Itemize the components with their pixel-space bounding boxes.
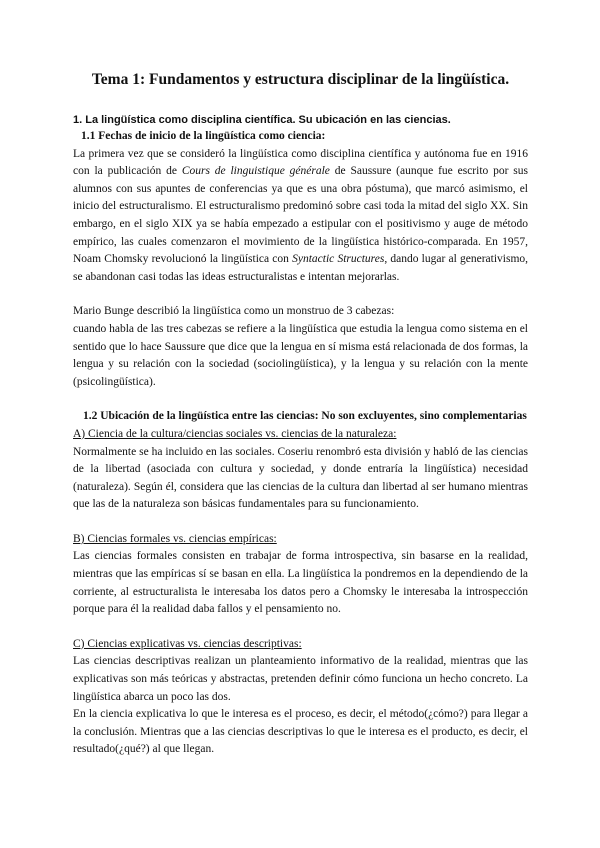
heading-a: A) Ciencia de la cultura/ciencias sociales vs. ciencias de la naturaleza: [73, 427, 397, 440]
paragraph-text: , dando lugar al generativismo, se abandonan casi todas las ideas estructuralistas e intentan mejorarlas. [73, 253, 529, 283]
document-title: Tema 1: Fundamentos y estructura disciplinar de la lingüística. [91, 71, 510, 88]
document-content [73, 70, 528, 759]
heading-c: C) Ciencias explicativas vs. ciencias descriptivas: [73, 637, 302, 650]
paragraph-bunge-intro: Mario Bunge describió la lingüística como un monstruo de 3 cabezas: [73, 305, 395, 318]
paragraph-a: Normalmente se ha incluido en las sociales. Coseriu renombró esta división y habló de las ciencias de la libertad (asociada con cultura y sociedad, y donde entraría la lingüística) necesidad (naturaleza). Según él, considera que las ciencias de la cultura dan libertad al ser humano mientras que las de la naturaleza son básicas fundamentales para su funcionamiento. [73, 445, 528, 511]
heading-b: B) Ciencias formales vs. ciencias empíricas: [73, 532, 277, 545]
section-1-title: 1. La lingüística como disciplina científica. Su ubicación en las ciencias. [73, 114, 451, 126]
paragraph-text: de Saussure (aunque fue escrito por sus alumnos con sus apuntes de conferencias ya que es una obra póstuma), que marcó asimismo, el inicio del estructuralismo. El estructuralismo predominó sobre casi toda la mitad del siglo XX. Sin embargo, en el siglo XIX ya se había empezado a estipular con el positivismo y auge de método empírico, las cuales comenzaron el movimiento de la lingüística histórico-comparada. En 1957, Noam Chomsky revolucionó la lingüística con [73, 165, 528, 266]
paragraph-text: La primera vez que se consideró la lingüística como disciplina científica y autónoma fue en 1916 con la publicación de [73, 147, 528, 178]
book-title-cours: Cours de linguistique générale [181, 165, 330, 178]
paragraph-saussure [73, 146, 528, 287]
subsection-1-2-title: 1.2 Ubicación de la lingüística entre las ciencias: No son excluyentes, sino complementarias [83, 410, 527, 423]
paragraph-c-1: Las ciencias descriptivas realizan un planteamiento informativo de la realidad, mientras que las explicativas son más teóricas y abstractas, pretenden definir cómo funciona un hecho concreto. La lingüística abarca un poco las dos. [73, 655, 528, 703]
paragraph-bunge-body: cuando habla de las tres cabezas se refiere a la lingüística que estudia la lengua como sistema en el sentido que lo hace Saussure que dice que la lengua en sí misma está relacionada de dos formas, la lengua y su relación con la sociedad (sociolingüística), y la lengua y su relación con la mente (psicolingüística). [73, 322, 528, 388]
subsection-1-1-title: 1.1 Fechas de inicio de la lingüística como ciencia: [81, 130, 326, 142]
paragraph-c-2: En la ciencia explicativa lo que le interesa es el proceso, es decir, el método(¿cómo?) para llegar a la conclusión. Mientras que a las ciencias descriptivas lo que le interesa es el producto, es decir, el resultado(¿qué?) al que llegan. [73, 708, 528, 756]
paragraph-b: Las ciencias formales consisten en trabajar de forma introspectiva, sin basarse en la realidad, mientras que las empíricas sí se basan en ella. La lingüística la pondremos en la dependiendo de la corriente, al estructuralista le interesaba los datos pero a Chomsky le interesaba la introspección porque para él la realidad daba fallos y el pensamiento no. [73, 550, 528, 616]
book-title-syntactic-structures: Syntactic Structures [292, 253, 385, 266]
